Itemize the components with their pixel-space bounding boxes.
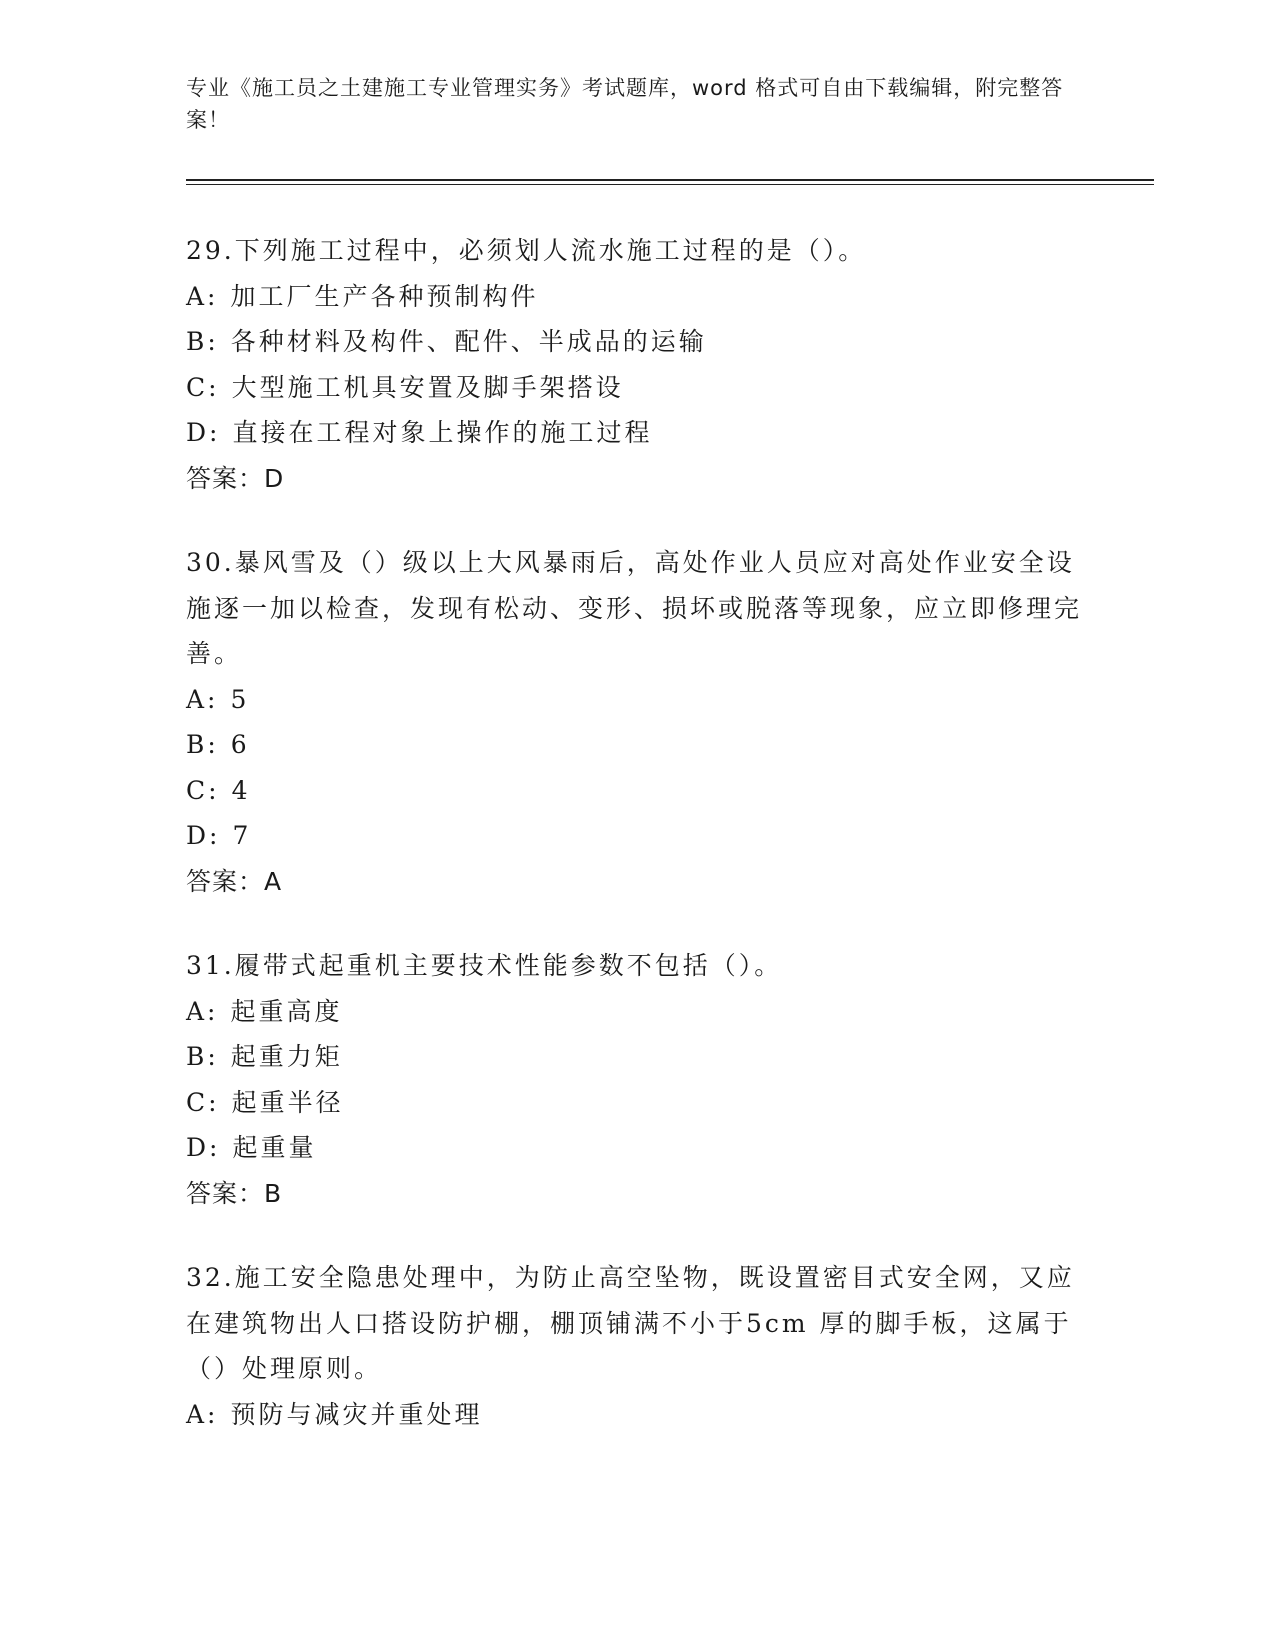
option-c (186, 1080, 1086, 1126)
option-letter: A: (186, 684, 219, 714)
option-a (186, 677, 1086, 723)
option-letter: C: (186, 1087, 220, 1117)
question-29 (186, 228, 1086, 501)
option-letter: B: (186, 730, 219, 759)
option-text: 各种材料及构件、配件、半成品的运输 (230, 327, 707, 356)
question-30 (186, 540, 1086, 904)
option-text: 起重高度 (230, 996, 343, 1026)
option-letter: A: (186, 996, 219, 1026)
option-letter: A: (186, 281, 219, 311)
option-text: 起重半径 (231, 1087, 344, 1117)
option-text: 起重力矩 (230, 1042, 343, 1071)
option-text: 5 (230, 684, 250, 714)
header-divider-top (186, 179, 1154, 181)
document-header: 专业《施工员之土建施工专业管理实务》考试题库，word 格式可自由下载编辑，附完整答案！ (186, 76, 1064, 132)
option-b (186, 319, 1086, 365)
option-letter: C: (186, 372, 220, 402)
option-letter: D: (186, 418, 221, 447)
option-b (186, 1034, 1086, 1080)
question-31 (186, 943, 1086, 1216)
option-text: 加工厂生产各种预制构件 (230, 281, 539, 311)
answer-line: 答案：B (186, 1178, 283, 1208)
option-text: 6 (230, 730, 250, 759)
question-list (186, 228, 1086, 1476)
question-stem: 30.暴风雪及（）级以上大风暴雨后，高处作业人员应对高处作业安全设施逐一加以检查，发现有松动、变形、损坏或脱落等现象，应立即修理完善。 (186, 548, 1083, 668)
option-text: 直接在工程对象上操作的施工过程 (232, 418, 653, 447)
option-b (186, 722, 1086, 768)
option-text: 预防与减灾并重处理 (230, 1399, 483, 1429)
option-text: 大型施工机具安置及脚手架搭设 (231, 372, 624, 402)
option-d (186, 1125, 1086, 1171)
option-letter: B: (186, 1042, 219, 1071)
option-d (186, 813, 1086, 859)
question-stem: 32.施工安全隐患处理中，为防止高空坠物，既设置密目式安全网，又应在建筑物出人口搭设防护棚，棚顶铺满不小于5cm 厚的脚手板，这属于（）处理原则。 (186, 1263, 1075, 1383)
option-letter: D: (186, 821, 221, 850)
question-32 (186, 1255, 1086, 1437)
option-c (186, 768, 1086, 814)
option-c (186, 365, 1086, 411)
option-text: 起重量 (232, 1133, 317, 1162)
option-letter: D: (186, 1133, 221, 1162)
option-a (186, 1392, 1086, 1438)
header-divider-bottom (186, 184, 1154, 185)
question-stem: 29.下列施工过程中，必须划人流水施工过程的是（）。 (186, 236, 867, 265)
option-text: 4 (231, 775, 251, 805)
option-letter: A: (186, 1399, 219, 1429)
option-letter: B: (186, 327, 219, 356)
answer-line: 答案：D (186, 463, 285, 493)
question-stem: 31.履带式起重机主要技术性能参数不包括（）。 (186, 951, 783, 980)
option-text: 7 (232, 821, 252, 850)
option-a (186, 989, 1086, 1035)
option-a (186, 274, 1086, 320)
option-letter: C: (186, 775, 220, 805)
option-d (186, 410, 1086, 456)
answer-line: 答案：A (186, 866, 283, 896)
